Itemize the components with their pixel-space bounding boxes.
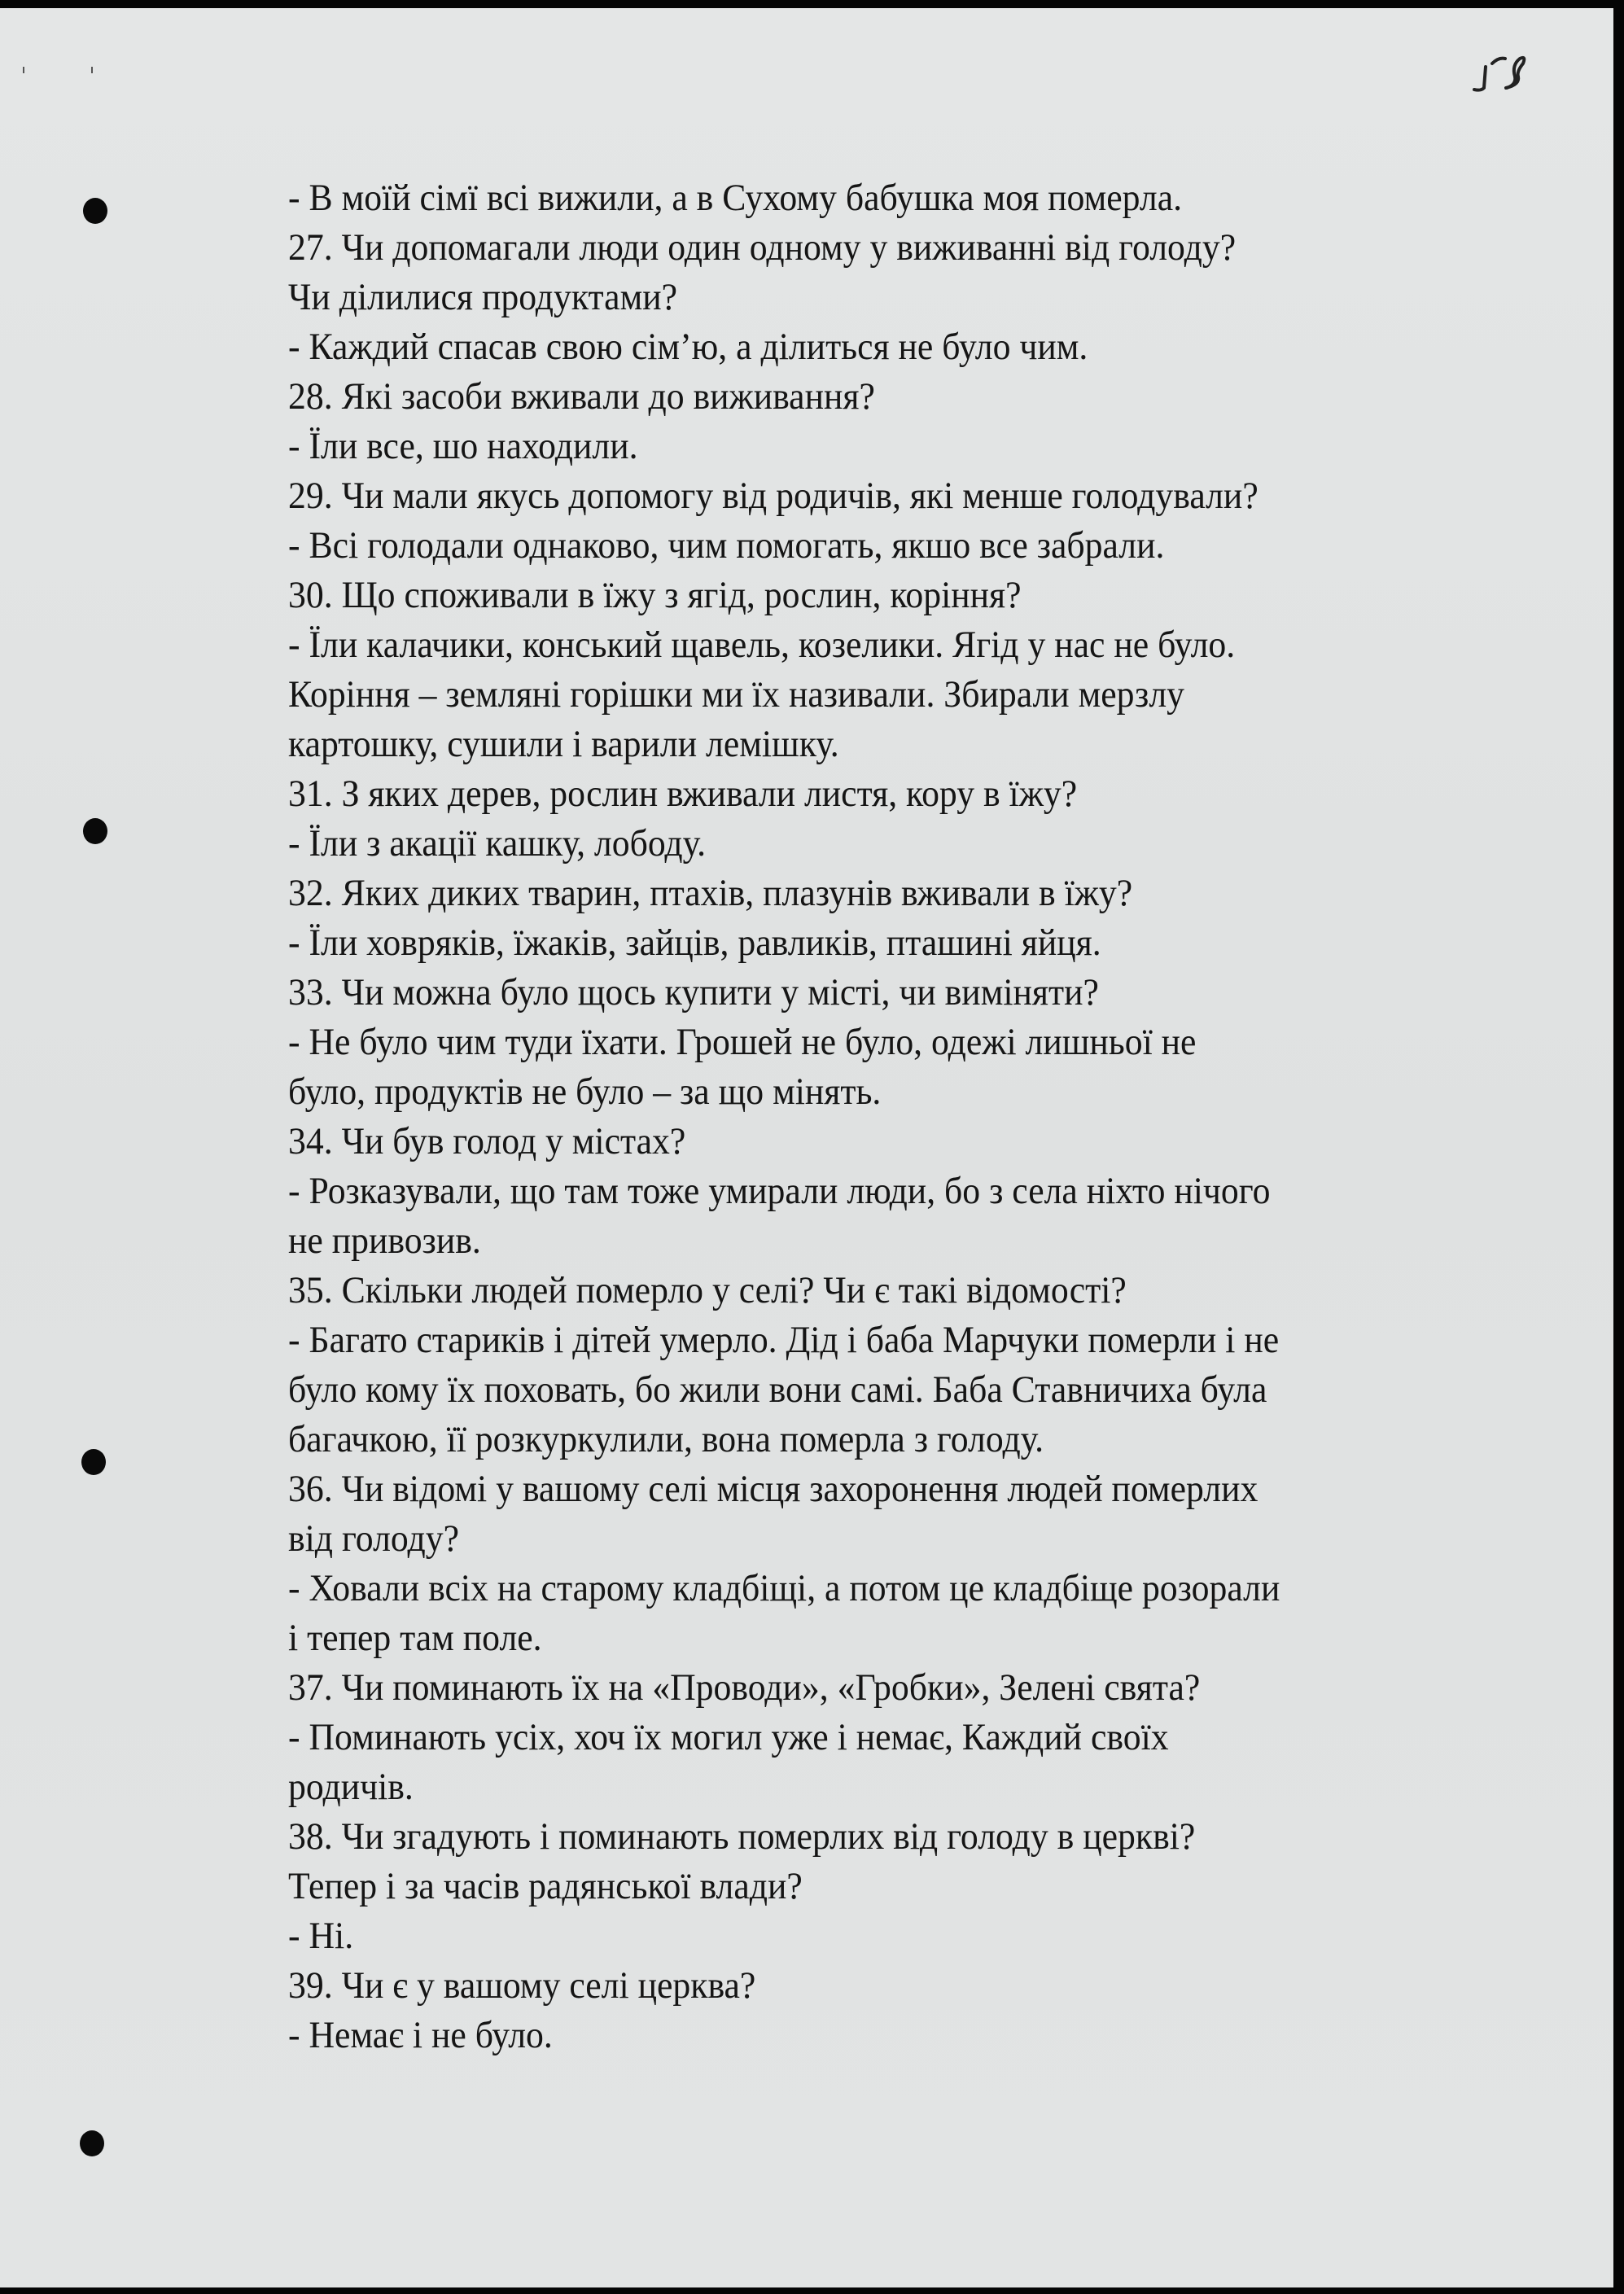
question-line: 33. Чи можна було щось купити у місті, чи виміняти? [288,971,1099,1013]
answer-line: - Ховали всіх на старому кладбіщі, а потом це кладбіще розорали [288,1567,1280,1609]
scan-mark [91,67,93,73]
answer-line: - Розказували, що там тоже умирали люди, бо з села ніхто нічого [288,1170,1271,1212]
answer-line: - Всі голодали однаково, чим помогать, якшо все забрали. [288,524,1165,567]
question-line: 30. Що споживали в їжу з ягід, рослин, коріння? [288,574,1022,616]
question-line: 27. Чи допомагали люди один одному у виживанні від голоду? [288,226,1237,269]
answer-line: було, продуктів не було – за що мінять. [288,1070,882,1113]
answer-line: картошку, сушили і варили лемішку. [288,723,839,765]
question-line: 37. Чи поминають їх на «Проводи», «Гробки», Зелені свята? [288,1666,1201,1709]
answer-line: - Ні. [288,1915,354,1957]
answer-line: - Багато стариків і дітей умерло. Дід і баба Марчуки померли і не [288,1319,1280,1361]
answer-line: було кому їх поховать, бо жили вони самі. Баба Ставничиха була [288,1368,1267,1411]
answer-line: і тепер там поле. [288,1617,542,1659]
answer-line: - Їли все, шо находили. [288,425,638,467]
punch-hole [83,198,107,224]
answer-line: Коріння – земляні горішки ми їх називали. Збирали мерзлу [288,673,1184,716]
answer-line: - Поминають усіх, хоч їх могил уже і немає, Каждий своїх [288,1716,1169,1758]
scan-mark [23,67,24,73]
answer-line: багачкою, її розкуркулили, вона померла з голоду. [288,1418,1044,1460]
answer-line: - Каждий спасав свою сім’ю, а ділиться не було чим. [288,326,1088,368]
question-line: 31. З яких дерев, рослин вживали листя, кору в їжу? [288,773,1078,815]
answer-line: - Їли з акації кашку, лободу. [288,822,707,865]
answer-line: - Їли калачики, конський щавель, козелики. Ягід у нас не було. [288,624,1236,666]
answer-line: - Немає і не було. [288,2014,553,2056]
answer-line: - Їли ховряків, їжаків, зайців, равликів, пташині яйця. [288,922,1101,964]
punch-hole [81,1449,106,1475]
handwritten-page-number [1469,49,1534,98]
question-line: 35. Скільки людей померло у селі? Чи є такі відомості? [288,1269,1127,1311]
question-line: 39. Чи є у вашому селі церква? [288,1964,756,2007]
question-line: Чи ділилися продуктами? [288,276,678,318]
punch-hole [80,2130,104,2156]
question-line: 29. Чи мали якусь допомогу від родичів, які менше голодували? [288,475,1258,517]
document-page [0,8,1613,2287]
question-line: 38. Чи згадують і поминають померлих від голоду в церкві? [288,1815,1196,1858]
question-line: 34. Чи був голод у містах? [288,1120,686,1162]
question-line: 36. Чи відомі у вашому селі місця захоронення людей померлих [288,1468,1258,1510]
question-line: 32. Яких диких тварин, птахів, плазунів вживали в їжу? [288,872,1133,914]
punch-hole [83,818,107,844]
question-line: від голоду? [288,1517,459,1560]
answer-line: родичів. [288,1766,414,1808]
text-line: - В моїй сімї всі вижили, а в Сухому бабушка моя померла. [288,177,1183,219]
answer-line: не привозив. [288,1219,481,1262]
interview-text [288,173,1280,2060]
question-line: Тепер і за часів радянської влади? [288,1865,803,1907]
answer-line: - Не було чим туди їхати. Грошей не було, одежі лишньої не [288,1021,1197,1063]
question-line: 28. Які засоби вживали до виживання? [288,375,875,418]
